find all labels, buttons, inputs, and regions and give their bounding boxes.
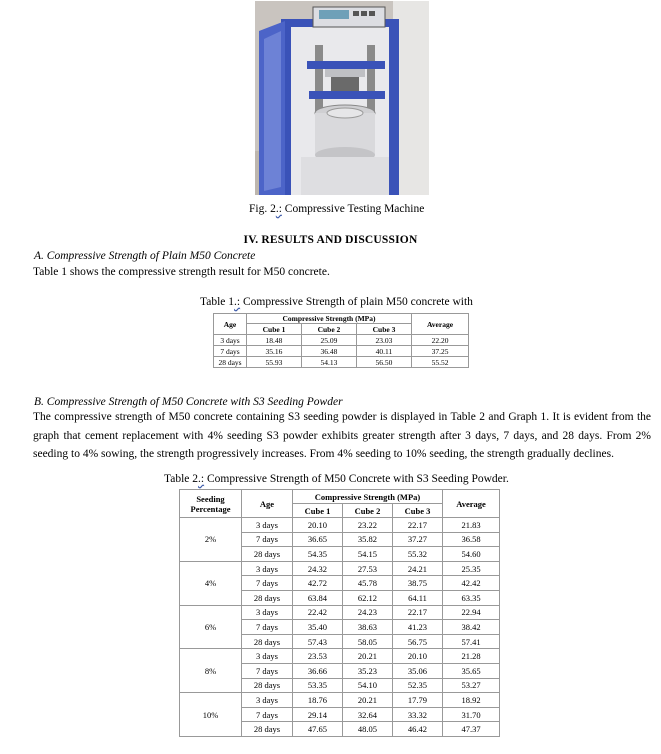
table2-header-cube1: Cube 1 xyxy=(293,504,343,518)
table2-cell-avg: 21.28 xyxy=(443,649,500,664)
table2-cell-percentage: 6% xyxy=(180,605,242,649)
table1-cell-c1: 35.16 xyxy=(247,346,302,357)
table2-cell-c2: 54.15 xyxy=(342,547,392,562)
table1-caption-mark: .: xyxy=(234,296,241,308)
table2-cell-c2: 38.63 xyxy=(342,620,392,635)
table2-cell-age: 3 days xyxy=(242,693,293,708)
table1-cell-c3: 56.50 xyxy=(356,357,411,368)
table2-cell-avg: 18.92 xyxy=(443,693,500,708)
table2-cell-c3: 17.79 xyxy=(392,693,442,708)
table2-cell-age: 3 days xyxy=(242,649,293,664)
table-row xyxy=(180,649,500,664)
table2-cell-c3: 64.11 xyxy=(392,590,442,605)
table2-cell-avg: 35.65 xyxy=(443,663,500,678)
table2-header-age: Age xyxy=(242,490,293,518)
table2-cell-age: 3 days xyxy=(242,605,293,620)
table2-cell-age: 28 days xyxy=(242,547,293,562)
section-heading: IV. RESULTS AND DISCUSSION xyxy=(243,234,418,246)
subsection-a-heading: A. Compressive Strength of Plain M50 Concrete xyxy=(34,250,256,262)
table1-cell-avg: 22.20 xyxy=(412,335,469,346)
table2-cell-age: 28 days xyxy=(242,678,293,693)
table-row xyxy=(180,561,500,576)
figure-caption-mark: .: xyxy=(275,203,282,215)
table2-cell-c2: 20.21 xyxy=(342,693,392,708)
table2-cell-c2: 23.22 xyxy=(342,518,392,533)
table2-cell-c3: 35.06 xyxy=(392,663,442,678)
table2-cell-age: 28 days xyxy=(242,634,293,649)
table2-cell-percentage: 2% xyxy=(180,518,242,562)
table2-cell-c3: 52.35 xyxy=(392,678,442,693)
figure-caption xyxy=(249,203,424,215)
table2-header-seeding-line1: Seeding xyxy=(196,493,225,504)
table2-cell-c1: 24.32 xyxy=(293,561,343,576)
table2-cell-age: 28 days xyxy=(242,590,293,605)
table2-cell-c1: 22.42 xyxy=(293,605,343,620)
table1-cell-c2: 25.09 xyxy=(301,335,356,346)
table1-header-age: Age xyxy=(214,314,247,335)
table1-header-average: Average xyxy=(412,314,469,335)
table2-cell-c1: 20.10 xyxy=(293,518,343,533)
table2-cell-age: 7 days xyxy=(242,663,293,678)
table1-header-cube2: Cube 2 xyxy=(301,324,356,335)
table2-cell-c3: 22.17 xyxy=(392,605,442,620)
table2-cell-avg: 63.35 xyxy=(443,590,500,605)
table1-caption-text: Compressive Strength of plain M50 concrete with xyxy=(240,296,473,308)
table2-cell-avg: 42.42 xyxy=(443,576,500,591)
table2-cell-c1: 18.76 xyxy=(293,693,343,708)
table-row xyxy=(214,335,469,346)
subsection-b-heading: B. Compressive Strength of M50 Concrete with S3 Seeding Powder xyxy=(34,396,343,408)
table2-cell-percentage: 10% xyxy=(180,693,242,737)
table2-cell-c1: 42.72 xyxy=(293,576,343,591)
table2-cell-age: 3 days xyxy=(242,518,293,533)
table2-header-average: Average xyxy=(443,490,500,518)
table2-cell-avg: 57.41 xyxy=(443,634,500,649)
table1-cell-c1: 55.93 xyxy=(247,357,302,368)
figure-caption-prefix: Fig. 2 xyxy=(249,203,276,215)
table2-cell-c1: 54.35 xyxy=(293,547,343,562)
table2-cell-avg: 53.27 xyxy=(443,678,500,693)
table2-cell-c3: 20.10 xyxy=(392,649,442,664)
table2-cell-c2: 45.78 xyxy=(342,576,392,591)
table1 xyxy=(213,313,469,368)
table2-cell-c3: 41.23 xyxy=(392,620,442,635)
table2-cell-age: 7 days xyxy=(242,532,293,547)
table2-header-cube3: Cube 3 xyxy=(392,504,442,518)
table2-cell-c1: 35.40 xyxy=(293,620,343,635)
table2-cell-c1: 57.43 xyxy=(293,634,343,649)
table2-cell-c1: 47.65 xyxy=(293,722,343,737)
table2-cell-c1: 23.53 xyxy=(293,649,343,664)
table2-cell-c3: 55.32 xyxy=(392,547,442,562)
table-row xyxy=(214,357,469,368)
table1-cell-age: 3 days xyxy=(214,335,247,346)
table2-cell-c3: 37.27 xyxy=(392,532,442,547)
table1-header-cube3: Cube 3 xyxy=(356,324,411,335)
table-row xyxy=(180,605,500,620)
table1-cell-c3: 23.03 xyxy=(356,335,411,346)
table2-caption-text: Compressive Strength of M50 Concrete with S3 Seeding Powder. xyxy=(204,473,509,485)
table2-cell-age: 7 days xyxy=(242,707,293,722)
table2-caption xyxy=(164,473,509,485)
table2-cell-age: 28 days xyxy=(242,722,293,737)
table2-cell-c2: 62.12 xyxy=(342,590,392,605)
table2-cell-c3: 24.21 xyxy=(392,561,442,576)
table1-cell-c3: 40.11 xyxy=(356,346,411,357)
table2-cell-c2: 24.23 xyxy=(342,605,392,620)
table2-cell-c3: 46.42 xyxy=(392,722,442,737)
table1-cell-avg: 37.25 xyxy=(412,346,469,357)
table2-cell-c1: 29.14 xyxy=(293,707,343,722)
table2-cell-c2: 58.05 xyxy=(342,634,392,649)
table2-cell-percentage: 8% xyxy=(180,649,242,693)
table2-cell-c1: 53.35 xyxy=(293,678,343,693)
table2-cell-avg: 22.94 xyxy=(443,605,500,620)
table1-cell-c2: 54.13 xyxy=(301,357,356,368)
table2-cell-avg: 25.35 xyxy=(443,561,500,576)
table2-cell-percentage: 4% xyxy=(180,561,242,605)
figure-caption-text: Compressive Testing Machine xyxy=(281,203,425,215)
table-row xyxy=(180,518,500,533)
table2-cell-c2: 35.23 xyxy=(342,663,392,678)
table1-caption-prefix: Table 1 xyxy=(200,296,235,308)
table2-cell-avg: 54.60 xyxy=(443,547,500,562)
table2-cell-avg: 21.83 xyxy=(443,518,500,533)
table2-header-cube2: Cube 2 xyxy=(342,504,392,518)
table2-header-seeding-line2: Percentage xyxy=(190,503,231,514)
table1-header-cube1: Cube 1 xyxy=(247,324,302,335)
table2-cell-c3: 22.17 xyxy=(392,518,442,533)
table2-cell-c1: 63.84 xyxy=(293,590,343,605)
table2-cell-c2: 20.21 xyxy=(342,649,392,664)
table2-caption-mark: .: xyxy=(198,473,205,485)
table1-cell-c1: 18.48 xyxy=(247,335,302,346)
table2-header-group: Compressive Strength (MPa) xyxy=(293,490,443,504)
table2 xyxy=(179,489,500,737)
table2-cell-c2: 27.53 xyxy=(342,561,392,576)
table-row xyxy=(180,693,500,708)
compressive-testing-machine-photo xyxy=(255,1,429,195)
subsection-a-paragraph: Table 1 shows the compressive strength result for M50 concrete. xyxy=(33,266,330,278)
table2-cell-c1: 36.66 xyxy=(293,663,343,678)
table2-cell-age: 7 days xyxy=(242,620,293,635)
subsection-b-paragraph: The compressive strength of M50 concrete containing S3 seeding powder is displayed in Table 2 and Graph 1. It is evident from the graph that cement replacement with 4% seeding S3 powder exhibits greater strength after 3 days, 7 days, and 28 days. From 2% seeding to 4% sowing, the strength progressively increases. From 4% seeding to 10% seeding, the strength gradually declines. xyxy=(33,411,651,461)
table2-cell-c3: 38.75 xyxy=(392,576,442,591)
table2-cell-c2: 35.82 xyxy=(342,532,392,547)
table2-cell-avg: 38.42 xyxy=(443,620,500,635)
table-row xyxy=(214,346,469,357)
table2-cell-c3: 33.32 xyxy=(392,707,442,722)
table1-cell-age: 28 days xyxy=(214,357,247,368)
table1-cell-c2: 36.48 xyxy=(301,346,356,357)
table2-caption-prefix: Table 2 xyxy=(164,473,199,485)
table2-cell-avg: 47.37 xyxy=(443,722,500,737)
table2-cell-c2: 54.10 xyxy=(342,678,392,693)
table2-cell-age: 3 days xyxy=(242,561,293,576)
table2-cell-c1: 36.65 xyxy=(293,532,343,547)
table2-cell-age: 7 days xyxy=(242,576,293,591)
table1-caption xyxy=(200,296,473,308)
table2-cell-c2: 48.05 xyxy=(342,722,392,737)
table1-cell-avg: 55.52 xyxy=(412,357,469,368)
table2-cell-c2: 32.64 xyxy=(342,707,392,722)
table2-header-seeding xyxy=(180,490,242,518)
table1-header-group: Compressive Strength (MPa) xyxy=(247,314,412,324)
table2-cell-avg: 36.58 xyxy=(443,532,500,547)
table1-cell-age: 7 days xyxy=(214,346,247,357)
table2-cell-c3: 56.75 xyxy=(392,634,442,649)
table2-cell-avg: 31.70 xyxy=(443,707,500,722)
